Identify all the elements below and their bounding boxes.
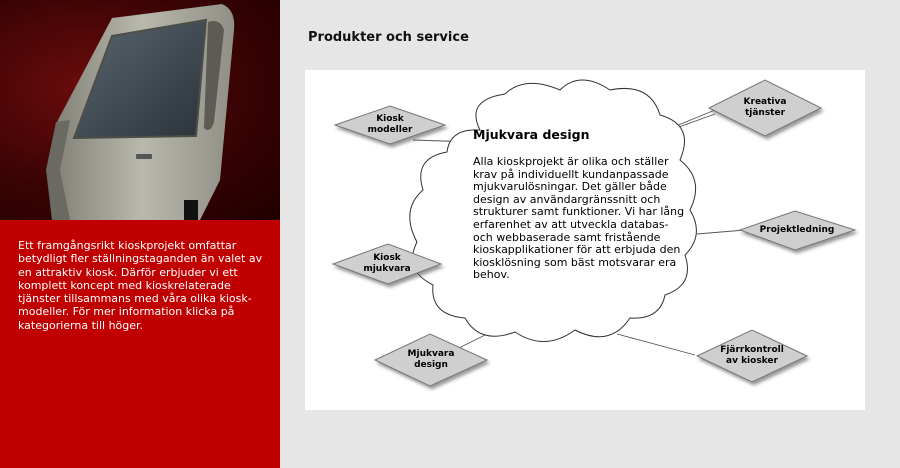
kiosk-illustration <box>0 0 280 220</box>
node-kiosk-modeller-label: Kiosk modeller <box>367 114 413 135</box>
intro-text: Ett framgångsrikt kioskprojekt omfattar betydligt fler ställningstaganden än valet av en attraktiv kiosk. Därför erbjuder vi ett komplett koncept med kioskrelaterade tjänster tillsammans med våra olika kiosk-modeller. För mer information klicka på kategorierna till höger. <box>18 239 263 332</box>
node-mjukvara-design-label: Mjukvara design <box>407 349 455 370</box>
node-projektledning[interactable] <box>742 216 852 244</box>
node-kiosk-modeller[interactable] <box>335 111 445 139</box>
node-mjukvara-design[interactable] <box>376 346 486 374</box>
node-kiosk-mjukvara[interactable] <box>332 250 442 278</box>
left-panel <box>0 0 280 468</box>
page-title: Produkter och service <box>308 30 469 45</box>
cloud-description: Alla kioskprojekt är olika och ställer krav på individuellt kundanpassade mjukvarulösningar. Det gäller både design av användargränssnitt och strukturer samt funktioner. Vi har lång erfarenhet av att utveckla databas- och webbaserade samt fristående kioskapplikationer för att erbjuda den kiosklösning som bäst motsvarar era behov. <box>473 155 685 282</box>
diagram-panel <box>305 70 865 410</box>
kiosk-image <box>0 0 280 220</box>
node-fjarrkontroll-label: Fjärrkontroll av kiosker <box>720 345 784 366</box>
node-projektledning-label: Projektledning <box>759 224 835 235</box>
node-kiosk-mjukvara-label: Kiosk mjukvara <box>363 253 411 274</box>
node-kreativa-tjanster-label: Kreativa tjänster <box>743 97 787 118</box>
node-fjarrkontroll[interactable] <box>697 342 807 370</box>
node-kreativa-tjanster[interactable] <box>710 94 820 122</box>
cloud-title: Mjukvara design <box>473 127 590 142</box>
